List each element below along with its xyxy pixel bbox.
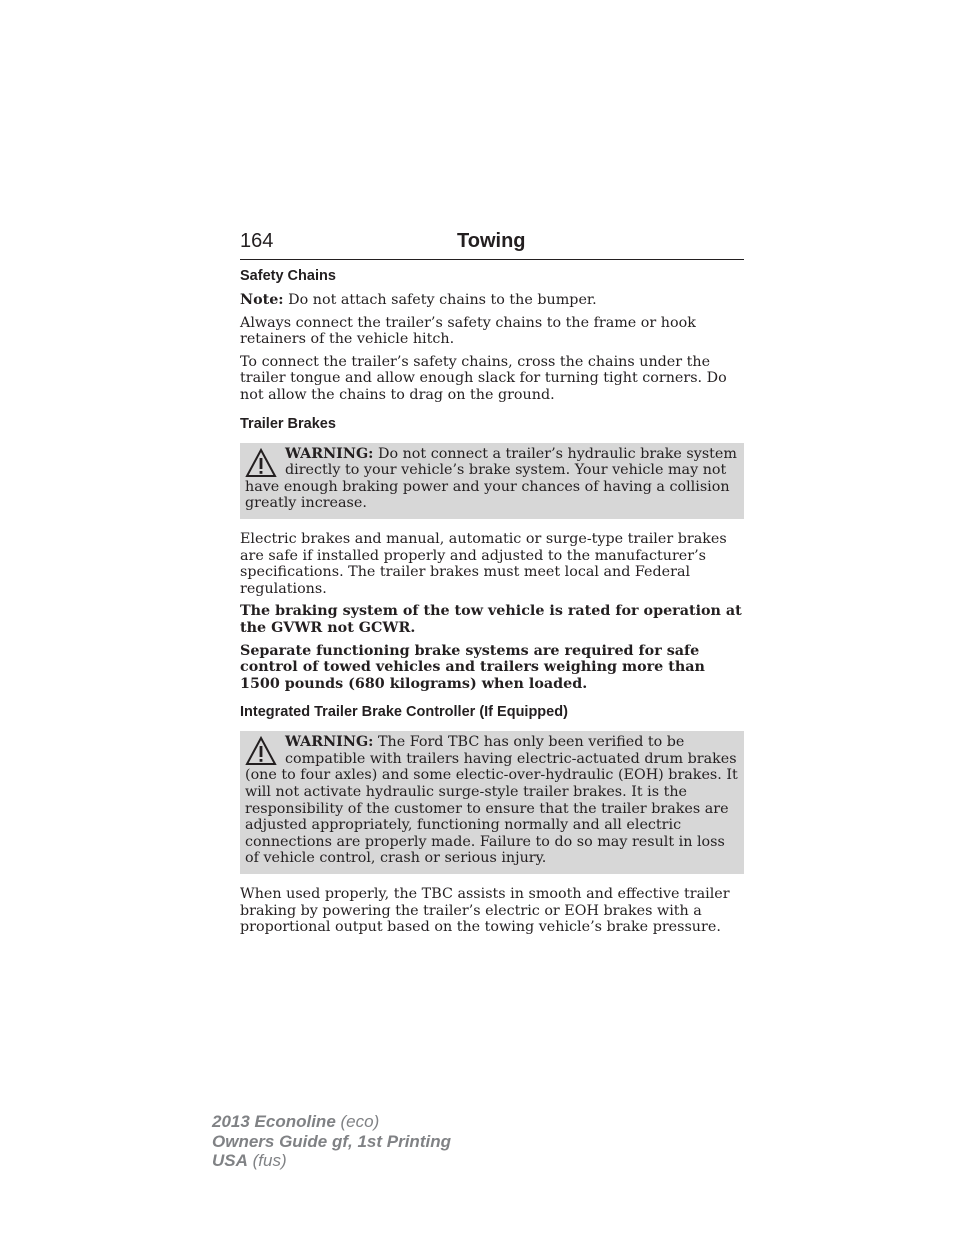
note-text: Do not attach safety chains to the bumper. [283, 292, 597, 308]
footer-line-2 [212, 1132, 451, 1152]
footer [212, 1112, 451, 1171]
warning-box-trailer-brakes [240, 443, 744, 519]
warning-label: WARNING: [285, 445, 374, 462]
heading-itbc: Integrated Trailer Brake Controller (If Equipped) [240, 704, 568, 721]
warning-triangle-icon [245, 736, 277, 766]
footer-guide: Owners Guide gf, 1st Printing [212, 1131, 451, 1151]
note-label: Note: [240, 292, 284, 308]
trailer-brakes-paragraph-3: Separate functioning brake systems are required for safe control of towed vehicles and trailers weighing more than 1500 pounds (680 kilograms) when loaded. [240, 642, 705, 692]
safety-chains-paragraph-1: Always connect the trailer’s safety chains to the frame or hook retainers of the vehicle hitch. [240, 314, 696, 348]
heading-trailer-brakes: Trailer Brakes [240, 415, 336, 432]
footer-market: USA [212, 1151, 248, 1170]
note-paragraph [240, 292, 744, 309]
page-content [240, 268, 744, 942]
footer-model: 2013 Econoline [212, 1112, 336, 1131]
footer-model-code: (eco) [335, 1112, 380, 1131]
footer-line-1 [212, 1112, 451, 1132]
warning-text: Do not connect a trailer’s hydraulic brake system directly to your vehicle’s brake system. Your vehicle may not have enough braking power and your chances of having a collision greatly increase. [245, 445, 737, 512]
heading-safety-chains: Safety Chains [240, 268, 336, 284]
page-number: 164 [240, 230, 274, 252]
page-header [240, 229, 744, 260]
trailer-brakes-paragraph-1: Electric brakes and manual, automatic or surge-type trailer brakes are safe if installed properly and adjusted to the manufacturer’s specifications. The trailer brakes must meet local and Federal regulations. [240, 530, 727, 597]
warning-label: WARNING: [285, 734, 374, 751]
warning-triangle-icon [245, 448, 277, 478]
safety-chains-paragraph-2: To connect the trailer’s safety chains, cross the chains under the trailer tongue and allow enough slack for turning tight corners. Do not allow the chains to drag on the ground. [240, 353, 727, 403]
warning-box-itbc [240, 731, 744, 874]
itbc-paragraph-1: When used properly, the TBC assists in smooth and effective trailer braking by powering the trailer’s electric or EOH brakes with a proportional output based on the towing vehicle’s brake pressure. [240, 886, 730, 936]
footer-market-code: (fus) [247, 1151, 287, 1170]
warning-text: The Ford TBC has only been verified to be compatible with trailers having electric-actuated drum brakes (one to four axles) and some electic-over-hydraulic (EOH) brakes. It will not activate hydraulic surge-style trailer brakes. It is the responsibility of the customer to ensure that the trailer brakes are adjusted appropriately, functioning normally and all electric connections are properly made. Failure to do so may result in loss of vehicle control, crash or serious injury. [245, 734, 738, 867]
trailer-brakes-paragraph-2: The braking system of the tow vehicle is rated for operation at the GVWR not GCWR. [240, 603, 742, 636]
footer-line-3 [212, 1151, 451, 1171]
chapter-title: Towing [457, 230, 526, 252]
